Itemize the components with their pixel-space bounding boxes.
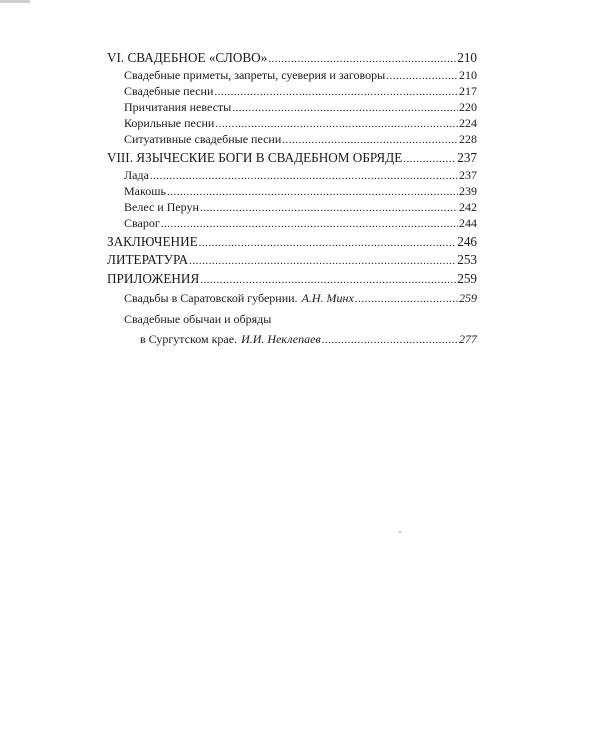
toc-appendices-title: ПРИЛОЖЕНИЯ — [107, 271, 200, 286]
toc-conclusion[interactable] — [107, 234, 477, 250]
toc-entry-situational-songs[interactable] — [124, 132, 477, 147]
scan-speck — [399, 531, 401, 533]
toc-entry-title: Макошь — [124, 184, 166, 198]
toc-chapter-8-title: VIII. ЯЗЫЧЕСКИЕ БОГИ В СВАДЕБНОМ ОБРЯДЕ — [107, 150, 403, 165]
toc-entry-title: Велес и Перун — [124, 200, 199, 214]
toc-leader-dots — [214, 86, 458, 98]
toc-appendix-page: 259 — [459, 291, 477, 305]
toc-entry-page: 217 — [459, 84, 477, 98]
toc-appendices-page: 259 — [457, 271, 477, 286]
toc-entry-page: 210 — [459, 68, 477, 82]
toc-chapter-8-page: 237 — [457, 150, 477, 165]
toc-leader-dots — [161, 218, 458, 230]
toc-leader-dots — [215, 118, 458, 130]
toc-entry-page: 224 — [459, 116, 477, 130]
toc-entry-lada[interactable] — [124, 168, 477, 183]
toc-literature-page: 253 — [457, 252, 477, 267]
toc-leader-dots — [403, 153, 456, 165]
toc-leader-dots — [199, 237, 457, 249]
toc-appendices[interactable] — [107, 271, 477, 287]
toc-leader-dots — [386, 70, 458, 82]
toc-entry-title: Лада — [124, 168, 149, 182]
toc-appendix-title: Свадьбы в Саратовской губернии. — [124, 291, 298, 305]
toc-entry-title: Сварог — [124, 216, 160, 230]
toc-leader-dots — [268, 53, 456, 65]
toc-entry-bride-laments[interactable] — [124, 100, 477, 115]
toc-entry-page: 237 — [459, 168, 477, 182]
toc-chapter-6[interactable] — [107, 50, 477, 66]
toc-entry-title: Свадебные песни — [124, 84, 214, 98]
toc-leader-dots — [282, 134, 458, 146]
toc-appendix-author: А.Н. Минх — [301, 291, 354, 305]
toc-entry-title: Ситуативные свадебные песни — [124, 132, 282, 146]
toc-entry-wedding-omens[interactable] — [124, 68, 477, 83]
toc-entry-svarog[interactable] — [124, 216, 477, 231]
toc-literature[interactable] — [107, 252, 477, 268]
toc-conclusion-title: ЗАКЛЮЧЕНИЕ — [107, 234, 198, 249]
toc-leader-dots — [232, 102, 458, 114]
toc-leader-dots — [200, 274, 456, 286]
toc-appendix-surgut[interactable] — [140, 332, 477, 347]
toc-entry-page: 220 — [459, 100, 477, 114]
toc-entry-wedding-songs[interactable] — [124, 84, 477, 99]
toc-appendix-title: в Сургутском крае. — [140, 332, 238, 346]
toc-leader-dots — [355, 293, 458, 305]
toc-entry-title: Свадебные приметы, запреты, суеверия и заговоры — [124, 68, 386, 82]
toc-conclusion-page: 246 — [457, 234, 477, 249]
scan-edge-mark — [0, 0, 30, 3]
toc-chapter-6-title: VI. СВАДЕБНОЕ «СЛОВО» — [107, 50, 268, 65]
toc-leader-dots — [150, 170, 458, 182]
toc-entry-page: 228 — [459, 132, 477, 146]
toc-appendix-saratov[interactable] — [124, 291, 477, 306]
toc-appendix-author: И.И. Неклепаев — [241, 332, 321, 346]
toc-entry-title: Корильные песни — [124, 116, 215, 130]
toc-leader-dots — [167, 186, 458, 198]
toc-appendix-surgut-line1[interactable]: Свадебные обычаи и обряды — [124, 312, 272, 326]
toc-appendix-page: 277 — [459, 332, 477, 346]
toc-entry-page: 242 — [459, 200, 477, 214]
toc-entry-page: 239 — [459, 184, 477, 198]
toc-entry-makosh[interactable] — [124, 184, 477, 199]
toc-leader-dots — [189, 255, 456, 267]
toc-chapter-6-page: 210 — [457, 50, 477, 65]
toc-entry-title: Причитания невесты — [124, 100, 232, 114]
toc-entry-teasing-songs[interactable] — [124, 116, 477, 131]
toc-literature-title: ЛИТЕРАТУРА — [107, 252, 189, 267]
toc-entry-veles-perun[interactable] — [124, 200, 477, 215]
toc-entry-page: 244 — [459, 216, 477, 230]
toc-leader-dots — [200, 202, 458, 214]
toc-leader-dots — [322, 334, 458, 346]
toc-chapter-8[interactable] — [107, 150, 477, 166]
